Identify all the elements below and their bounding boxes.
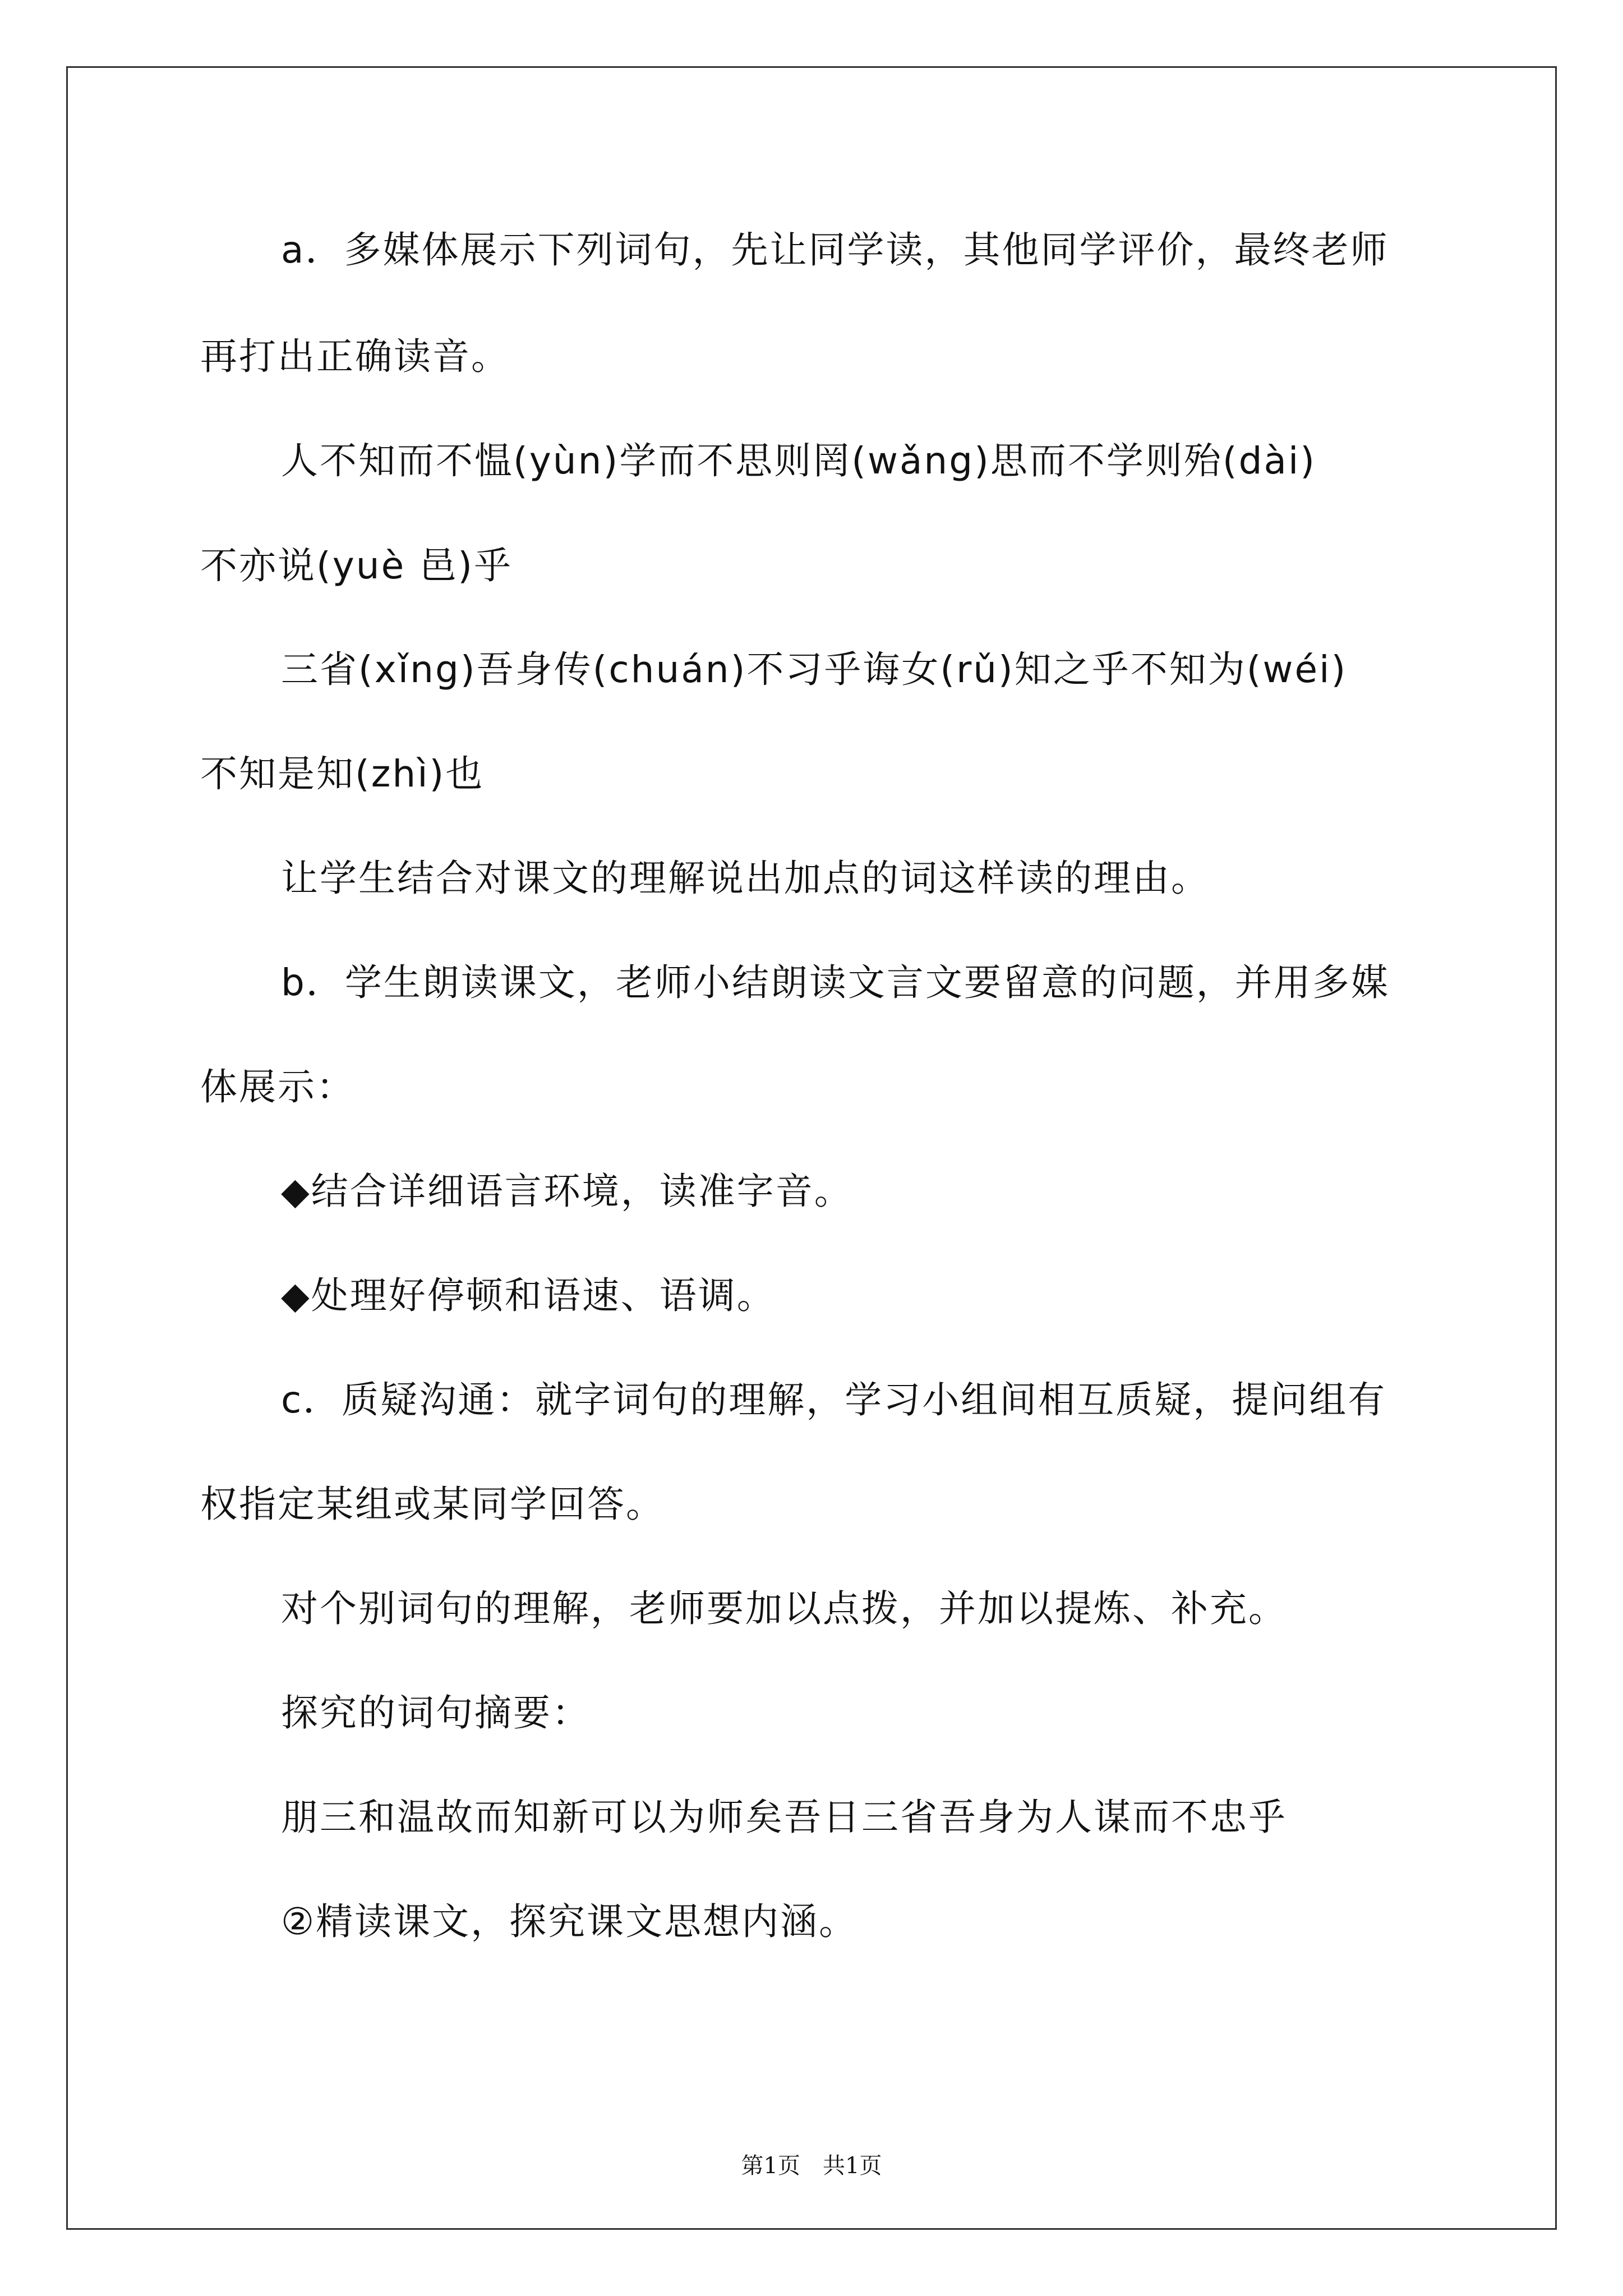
paragraph-line: 不知是知(zhì)也 xyxy=(200,752,485,795)
bullet-line: ◆结合详细语言环境，读准字音。 xyxy=(281,1170,853,1213)
paragraph-line: 三省(xǐng)吾身传(chuán)不习乎诲女(rǔ)知之乎不知为(wéi) xyxy=(281,648,1348,691)
paragraph-line: a．多媒体展示下列词句，先让同学读，其他同学评价，最终老师 xyxy=(281,228,1389,272)
paragraph-line: 让学生结合对课文的理解说出加点的词这样读的理由。 xyxy=(281,857,1210,900)
paragraph-line: 对个别词句的理解，老师要加以点拨，并加以提炼、补充。 xyxy=(281,1587,1287,1630)
paragraph-line: 探究的词句摘要： xyxy=(281,1691,591,1734)
paragraph-line: ②精读课文，探究课文思想内涵。 xyxy=(281,1900,858,1943)
page-footer: 第1页 共1页 xyxy=(741,2153,882,2179)
paragraph-line: 体展示： xyxy=(200,1065,355,1108)
bullet-line: ◆处理好停顿和语速、语调。 xyxy=(281,1274,776,1317)
paragraph-line: 朋三和温故而知新可以为师矣吾日三省吾身为人谋而不忠乎 xyxy=(281,1796,1287,1839)
paragraph-line: 人不知而不愠(yùn)学而不思则罔(wǎng)思而不学则殆(dài) xyxy=(281,439,1317,482)
paragraph-line: 不亦说(yuè 邑)乎 xyxy=(200,544,513,587)
paragraph-line: 再打出正确读音。 xyxy=(200,335,510,378)
paragraph-line: 权指定某组或某同学回答。 xyxy=(200,1483,665,1526)
page-border xyxy=(66,66,1557,2230)
paragraph-line: c．质疑沟通：就字词句的理解，学习小组间相互质疑，提问组有 xyxy=(281,1378,1387,1421)
paragraph-line: b．学生朗读课文，老师小结朗读文言文要留意的问题，并用多媒 xyxy=(281,961,1390,1004)
